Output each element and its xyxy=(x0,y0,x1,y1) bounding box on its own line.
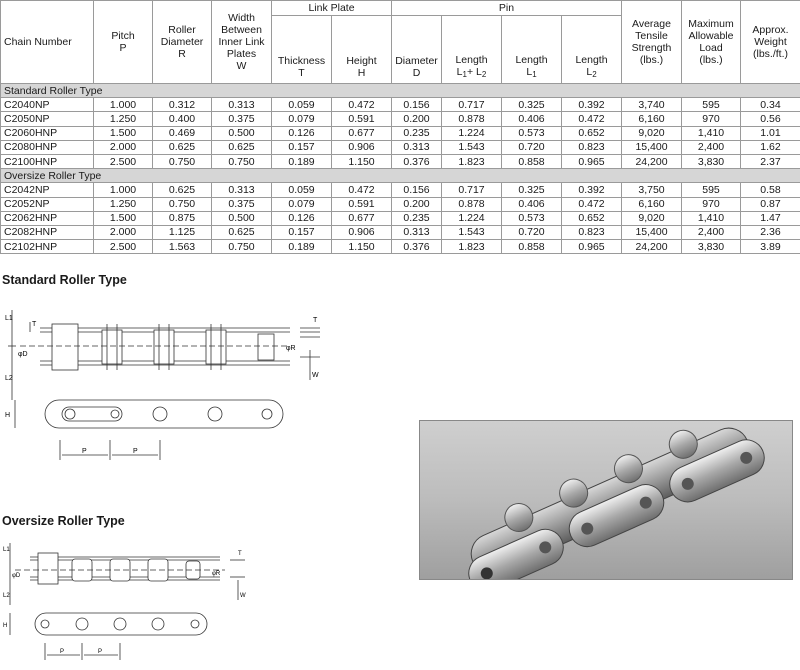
table-cell: 0.375 xyxy=(212,112,272,126)
table-cell: 0.126 xyxy=(272,211,332,225)
os-label-l2: L2 xyxy=(3,593,10,599)
table-cell: 0.156 xyxy=(392,183,442,197)
table-cell: 6,160 xyxy=(622,197,682,211)
table-cell: 6,160 xyxy=(622,112,682,126)
table-cell: 0.750 xyxy=(212,154,272,168)
table-cell: 0.500 xyxy=(212,126,272,140)
table-cell: 1.543 xyxy=(442,225,502,239)
col-chain-number: Chain Number xyxy=(1,1,94,84)
label-p2: P xyxy=(133,448,138,455)
table-row xyxy=(1,98,800,112)
table-cell: 1.250 xyxy=(94,197,153,211)
label-p1: P xyxy=(82,448,87,455)
table-cell: 0.157 xyxy=(272,140,332,154)
table-cell: 0.059 xyxy=(272,98,332,112)
table-cell: 0.875 xyxy=(153,211,212,225)
table-cell: 2.000 xyxy=(94,225,153,239)
spec-table xyxy=(0,0,800,254)
table-cell: 0.58 xyxy=(741,183,800,197)
table-cell: 0.400 xyxy=(153,112,212,126)
table-cell: 0.313 xyxy=(212,183,272,197)
col-tensile: Average Tensile Strength (lbs.) xyxy=(622,1,682,84)
table-cell: 0.079 xyxy=(272,197,332,211)
table-row xyxy=(1,240,800,254)
col-width: Width Between Inner Link Plates W xyxy=(212,1,272,84)
table-cell: 0.717 xyxy=(442,98,502,112)
chain-photo-illustration xyxy=(420,421,792,579)
table-cell: 3,830 xyxy=(682,154,741,168)
section-header-row xyxy=(1,84,800,98)
chain-number-cell: C2042NP xyxy=(1,183,94,197)
table-cell: 15,400 xyxy=(622,225,682,239)
table-cell: 0.625 xyxy=(153,183,212,197)
col-weight: Approx. Weight (lbs./ft.) xyxy=(741,1,800,84)
col-length-1: Length L1 xyxy=(502,16,562,84)
col-height: Height H xyxy=(332,16,392,84)
table-cell: 24,200 xyxy=(622,154,682,168)
table-cell: 0.750 xyxy=(153,154,212,168)
os-label-d: φD xyxy=(12,573,21,579)
table-cell: 0.126 xyxy=(272,126,332,140)
table-cell: 0.878 xyxy=(442,112,502,126)
table-cell: 0.858 xyxy=(502,154,562,168)
label-h: H xyxy=(5,412,11,419)
chain-photo xyxy=(419,420,793,580)
table-cell: 970 xyxy=(682,112,741,126)
label-t: T xyxy=(32,321,37,328)
col-thickness: Thickness T xyxy=(272,16,332,84)
table-cell: 0.677 xyxy=(332,211,392,225)
table-cell: 0.591 xyxy=(332,197,392,211)
table-cell: 0.406 xyxy=(502,112,562,126)
table-cell: 0.313 xyxy=(392,140,442,154)
section-title: Oversize Roller Type xyxy=(1,169,800,183)
chain-number-cell: C2052NP xyxy=(1,197,94,211)
table-cell: 0.079 xyxy=(272,112,332,126)
table-cell: 0.750 xyxy=(153,197,212,211)
chain-number-cell: C2100HNP xyxy=(1,154,94,168)
table-cell: 0.652 xyxy=(562,126,622,140)
table-row xyxy=(1,197,800,211)
table-cell: 0.34 xyxy=(741,98,800,112)
table-cell: 0.472 xyxy=(562,197,622,211)
table-cell: 0.87 xyxy=(741,197,800,211)
table-cell: 1.500 xyxy=(94,211,153,225)
table-cell: 2.500 xyxy=(94,240,153,254)
table-cell: 0.376 xyxy=(392,154,442,168)
table-cell: 0.472 xyxy=(562,112,622,126)
table-row xyxy=(1,225,800,239)
label-l1: L1 xyxy=(5,315,13,322)
table-cell: 0.878 xyxy=(442,197,502,211)
table-cell: 0.573 xyxy=(502,211,562,225)
table-cell: 0.472 xyxy=(332,183,392,197)
table-row xyxy=(1,126,800,140)
col-roller-diameter: Roller Diameter R xyxy=(153,1,212,84)
label-l2: L2 xyxy=(5,375,13,382)
table-cell: 0.392 xyxy=(562,98,622,112)
table-cell: 0.472 xyxy=(332,98,392,112)
table-cell: 2,400 xyxy=(682,140,741,154)
table-cell: 0.625 xyxy=(212,225,272,239)
table-cell: 0.375 xyxy=(212,197,272,211)
table-cell: 1,410 xyxy=(682,211,741,225)
chain-number-cell: C2082HNP xyxy=(1,225,94,239)
table-cell: 0.325 xyxy=(502,98,562,112)
os-label-t: T xyxy=(238,551,242,557)
label-t-right: T xyxy=(313,317,318,324)
table-cell: 0.469 xyxy=(153,126,212,140)
os-label-l1: L1 xyxy=(3,547,10,553)
table-cell: 24,200 xyxy=(622,240,682,254)
table-cell: 0.625 xyxy=(212,140,272,154)
table-cell: 0.906 xyxy=(332,140,392,154)
table-cell: 0.376 xyxy=(392,240,442,254)
table-cell: 2,400 xyxy=(682,225,741,239)
table-cell: 970 xyxy=(682,197,741,211)
table-cell: 0.750 xyxy=(212,240,272,254)
table-cell: 3.89 xyxy=(741,240,800,254)
table-cell: 1.224 xyxy=(442,211,502,225)
standard-roller-title: Standard Roller Type xyxy=(2,273,127,287)
table-cell: 0.059 xyxy=(272,183,332,197)
table-cell: 3,740 xyxy=(622,98,682,112)
table-cell: 15,400 xyxy=(622,140,682,154)
table-cell: 0.313 xyxy=(392,225,442,239)
table-cell: 0.189 xyxy=(272,240,332,254)
table-cell: 0.313 xyxy=(212,98,272,112)
table-row xyxy=(1,140,800,154)
table-cell: 0.906 xyxy=(332,225,392,239)
table-cell: 1.125 xyxy=(153,225,212,239)
label-r: φR xyxy=(286,345,296,352)
os-label-h: H xyxy=(3,623,8,629)
chain-number-cell: C2062HNP xyxy=(1,211,94,225)
table-cell: 0.189 xyxy=(272,154,332,168)
table-cell: 1.62 xyxy=(741,140,800,154)
oversize-roller-diagram xyxy=(0,535,250,665)
col-diameter: Diameter D xyxy=(392,16,442,84)
table-cell: 3,750 xyxy=(622,183,682,197)
table-row xyxy=(1,183,800,197)
table-row xyxy=(1,211,800,225)
table-cell: 2.500 xyxy=(94,154,153,168)
table-cell: 0.156 xyxy=(392,98,442,112)
section-header-row xyxy=(1,169,800,183)
oversize-roller-title: Oversize Roller Type xyxy=(2,514,125,528)
table-cell: 0.200 xyxy=(392,112,442,126)
table-cell: 0.235 xyxy=(392,126,442,140)
table-cell: 0.573 xyxy=(502,126,562,140)
table-cell: 2.000 xyxy=(94,140,153,154)
section-title: Standard Roller Type xyxy=(1,84,800,98)
table-cell: 0.56 xyxy=(741,112,800,126)
chain-number-cell: C2060HNP xyxy=(1,126,94,140)
table-cell: 0.965 xyxy=(562,154,622,168)
table-cell: 0.720 xyxy=(502,140,562,154)
table-cell: 0.591 xyxy=(332,112,392,126)
table-cell: 0.392 xyxy=(562,183,622,197)
group-pin: Pin xyxy=(392,1,622,16)
table-cell: 0.677 xyxy=(332,126,392,140)
os-label-p2: P xyxy=(98,649,103,655)
table-cell: 1.150 xyxy=(332,240,392,254)
table-cell: 1.150 xyxy=(332,154,392,168)
standard-roller-diagram xyxy=(0,300,330,470)
table-cell: 1.823 xyxy=(442,240,502,254)
table-cell: 1.543 xyxy=(442,140,502,154)
table-cell: 1,410 xyxy=(682,126,741,140)
table-cell: 595 xyxy=(682,98,741,112)
chain-number-cell: C2102HNP xyxy=(1,240,94,254)
table-cell: 1.250 xyxy=(94,112,153,126)
table-cell: 3,830 xyxy=(682,240,741,254)
table-cell: 1.01 xyxy=(741,126,800,140)
chain-number-cell: C2050NP xyxy=(1,112,94,126)
table-cell: 0.200 xyxy=(392,197,442,211)
table-cell: 0.965 xyxy=(562,240,622,254)
table-cell: 0.823 xyxy=(562,140,622,154)
col-length-2: Length L2 xyxy=(562,16,622,84)
table-cell: 2.37 xyxy=(741,154,800,168)
os-label-p1: P xyxy=(60,649,65,655)
table-cell: 0.717 xyxy=(442,183,502,197)
table-cell: 0.235 xyxy=(392,211,442,225)
col-pitch: Pitch P xyxy=(94,1,153,84)
table-cell: 0.157 xyxy=(272,225,332,239)
table-cell: 0.406 xyxy=(502,197,562,211)
col-length-total: Length L1+ L2 xyxy=(442,16,502,84)
group-link-plate: Link Plate xyxy=(272,1,392,16)
table-cell: 595 xyxy=(682,183,741,197)
table-cell: 1.224 xyxy=(442,126,502,140)
table-cell: 1.500 xyxy=(94,126,153,140)
table-cell: 1.823 xyxy=(442,154,502,168)
table-cell: 0.625 xyxy=(153,140,212,154)
table-cell: 1.47 xyxy=(741,211,800,225)
table-cell: 1.563 xyxy=(153,240,212,254)
os-label-w: W xyxy=(240,593,246,599)
table-row xyxy=(1,154,800,168)
table-cell: 0.823 xyxy=(562,225,622,239)
table-row xyxy=(1,112,800,126)
table-cell: 9,020 xyxy=(622,126,682,140)
table-cell: 1.000 xyxy=(94,98,153,112)
table-cell: 0.500 xyxy=(212,211,272,225)
table-body xyxy=(1,84,800,254)
table-cell: 2.36 xyxy=(741,225,800,239)
col-load: Maximum Allowable Load (lbs.) xyxy=(682,1,741,84)
chain-number-cell: C2040NP xyxy=(1,98,94,112)
os-label-r: φR xyxy=(212,571,221,577)
table-cell: 0.325 xyxy=(502,183,562,197)
chain-number-cell: C2080HNP xyxy=(1,140,94,154)
table-cell: 0.858 xyxy=(502,240,562,254)
table-cell: 1.000 xyxy=(94,183,153,197)
table-cell: 0.652 xyxy=(562,211,622,225)
table-cell: 0.312 xyxy=(153,98,212,112)
label-d: φD xyxy=(18,351,28,358)
table-cell: 0.720 xyxy=(502,225,562,239)
table-cell: 9,020 xyxy=(622,211,682,225)
label-w: W xyxy=(312,372,319,379)
